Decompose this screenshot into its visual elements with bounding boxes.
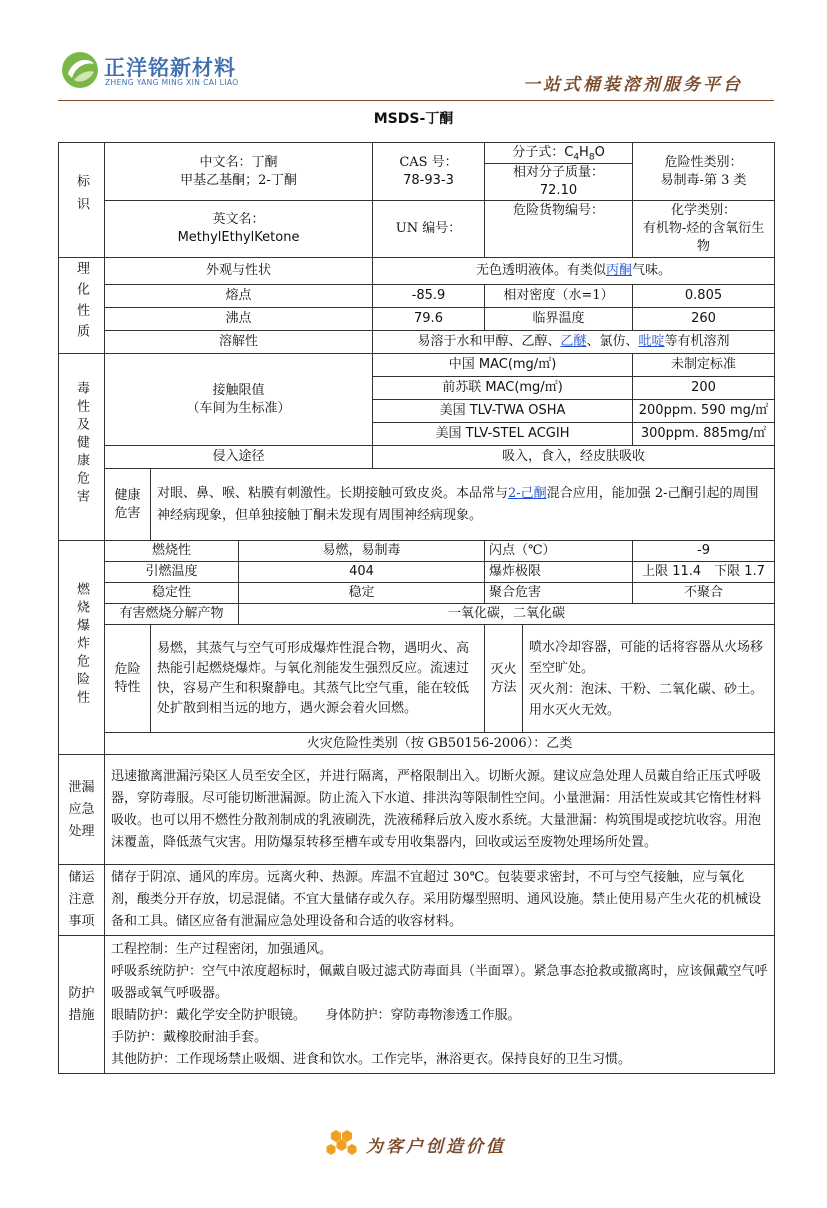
fire-class: 火灾危险性类别（按 GB50156-2006）：乙类 bbox=[105, 733, 775, 755]
ignition-temp-value: 404 bbox=[239, 562, 485, 583]
company-name: 正洋铭新材料 bbox=[104, 56, 236, 80]
decomposition-label: 有害燃烧分解产物 bbox=[105, 604, 239, 625]
protection-respiratory: 呼吸系统防护：空气中浓度超标时，佩戴自吸过滤式防毒面具（半面罩）。紧急事态抢救或撤离时，应该佩戴空气呼吸器或氧气呼吸器。 bbox=[111, 963, 768, 1001]
exposure-limit-cell bbox=[105, 354, 373, 446]
chemical-category-cell bbox=[633, 201, 775, 258]
exposure-limit-label: 接触限值 bbox=[212, 382, 265, 398]
limit-row-label: 中国 MAC(mg/㎡) bbox=[373, 354, 633, 377]
flash-point-value: -9 bbox=[633, 541, 775, 562]
chemical-category-label: 化学类别： bbox=[671, 203, 737, 218]
leak-text: 迅速撤离泄漏污染区人员至安全区，并进行隔离，严格限制出入。切断火源。建议应急处理人员戴自给正压式呼吸器，穿防毒服。尽可能切断泄漏源。防止流入下水道、排洪沟等限制性空间。小量泄漏：用活性炭或其它惰性材料吸收。也可以用不燃性分散剂制成的乳液刷洗，洗液稀释后放入废水系统。大量泄漏：构筑围堤或挖坑收容。用泡沫覆盖，降低蒸气灾害。用防爆泵转移至槽车或专用收集器内，回收或运至废物处理场所处置。 bbox=[105, 755, 775, 865]
protection-text bbox=[105, 936, 775, 1074]
section-storage-label: 储运注意事项 bbox=[59, 865, 105, 936]
intake-route-label: 侵入途径 bbox=[105, 446, 373, 469]
density-value: 0.805 bbox=[633, 285, 775, 308]
cas-cell bbox=[373, 143, 485, 201]
section-toxicity-label: 毒性及健康危害 bbox=[59, 354, 105, 541]
limit-row-value: 未制定标准 bbox=[633, 354, 775, 377]
solubility-value: 易溶于水和甲醇、乙醇、乙醚、氯仿、吡啶等有机溶剂 bbox=[373, 331, 775, 354]
dangerous-goods-cell bbox=[485, 201, 633, 258]
page-header bbox=[0, 0, 827, 110]
protection-other: 其他防护：工作现场禁止吸烟、进食和饮水。工作完毕，淋浴更衣。保持良好的卫生习惯。 bbox=[111, 1051, 632, 1067]
acetone-link[interactable]: 丙酮 bbox=[606, 263, 633, 278]
health-hazard-text: 对眼、鼻、喉、粘膜有刺激性。长期接触可致皮炎。本品常与2-己酮混合应用，能加强 2-己酮引起的周围神经病现象，但单独接触丁酮未发现有周围神经病现象。 bbox=[151, 469, 775, 541]
english-name-value: MethylEthylKetone bbox=[177, 230, 300, 245]
protection-engineering: 工程控制：生产过程密闭，加强通风。 bbox=[111, 941, 333, 957]
extinguish-text bbox=[523, 625, 775, 733]
limit-row-label: 前苏联 MAC(mg/㎡) bbox=[373, 377, 633, 400]
molecular-weight-label: 相对分子质量： bbox=[513, 165, 605, 180]
english-name-label: 英文名： bbox=[212, 212, 265, 227]
critical-temp-label: 临界温度 bbox=[485, 308, 633, 331]
extinguish-label: 灭火方法 bbox=[485, 625, 523, 733]
chinese-alias: 甲基乙基酮；2-丁酮 bbox=[180, 172, 297, 188]
polymerization-label: 聚合危害 bbox=[485, 583, 633, 604]
danger-properties-text: 易燃，其蒸气与空气可形成爆炸性混合物，遇明火、高热能引起燃烧爆炸。与氧化剂能发生强烈反应。流速过快，容易产生和积聚静电。其蒸气比空气重，能在较低处扩散到相当远的地方，遇火源会着火回燃。 bbox=[151, 625, 485, 733]
msds-table bbox=[58, 142, 775, 1074]
chinese-name: 中文名：丁酮 bbox=[199, 154, 278, 170]
header-divider bbox=[58, 100, 774, 101]
footer-tagline: 为客户创造价值 bbox=[366, 1137, 506, 1157]
polymerization-value: 不聚合 bbox=[633, 583, 775, 604]
section-protection-label: 防护措施 bbox=[59, 936, 105, 1074]
flash-point-label: 闪点（℃） bbox=[485, 541, 633, 562]
explosion-limit-label: 爆炸极限 bbox=[485, 562, 633, 583]
combustibility-label: 燃烧性 bbox=[105, 541, 239, 562]
intake-route-value: 吸入，食入，经皮肤吸收 bbox=[373, 446, 775, 469]
critical-temp-value: 260 bbox=[633, 308, 775, 331]
storage-text: 储存于阴凉、通风的库房。远离火种、热源。库温不宜超过 30℃。包装要求密封，不可与空气接触，应与氧化剂，酸类分开存放，切忌混储。不宜大量储存或久存。采用防爆型照明、通风设施。禁止使用易产生火花的机械设备和工具。储区应备有泄漏应急处理设备和合适的收容材料。 bbox=[105, 865, 775, 936]
un-number-cell bbox=[373, 201, 485, 258]
extinguish-method: 喷水冷却容器，可能的话将容器从火场移至空旷处。 bbox=[529, 639, 764, 676]
limit-row-value: 200 bbox=[633, 377, 775, 400]
hexanone-link[interactable]: 2-己酮 bbox=[508, 485, 547, 501]
health-hazard-label: 健康危害 bbox=[105, 469, 151, 541]
stability-label: 稳定性 bbox=[105, 583, 239, 604]
extinguish-agents: 灭火剂：泡沫、干粉、二氧化碳、砂土。用水灭火无效。 bbox=[529, 681, 764, 718]
limit-row-value: 200ppm. 590 mg/㎡ bbox=[633, 400, 775, 423]
melting-point-label: 熔点 bbox=[105, 285, 373, 308]
header-slogan: 一站式桶装溶剂服务平台 bbox=[523, 75, 743, 95]
danger-properties-label: 危险特性 bbox=[105, 625, 151, 733]
section-fire-label: 燃烧爆炸危险性 bbox=[59, 541, 105, 755]
cas-value: 78-93-3 bbox=[403, 172, 454, 188]
page-title: MSDS-丁酮 bbox=[373, 111, 454, 127]
formula-cell bbox=[485, 143, 633, 201]
section-physchem-label: 理化性质 bbox=[59, 258, 105, 354]
formula: 分子式：$C_4H_8O$ bbox=[485, 143, 632, 164]
hazard-category-value: 易制毒-第 3 类 bbox=[660, 172, 747, 188]
melting-point-value: -85.9 bbox=[373, 285, 485, 308]
stability-value: 稳定 bbox=[239, 583, 485, 604]
limit-row-value: 300ppm. 885mg/㎡ bbox=[633, 423, 775, 446]
protection-hand: 手防护：戴橡胶耐油手套。 bbox=[111, 1029, 268, 1045]
boiling-point-label: 沸点 bbox=[105, 308, 373, 331]
hazard-category-cell bbox=[633, 143, 775, 201]
boiling-point-value: 79.6 bbox=[373, 308, 485, 331]
cas-label: CAS 号： bbox=[399, 154, 458, 170]
exposure-limit-note: （车间为生标准） bbox=[186, 400, 291, 416]
density-label: 相对密度（水=1） bbox=[485, 285, 633, 308]
dangerous-goods-label: 危险货物编号： bbox=[513, 203, 605, 218]
limit-row-label: 美国 TLV-STEL ACGIH bbox=[373, 423, 633, 446]
chemical-category-value: 有机物-烃的含氧衍生物 bbox=[642, 221, 765, 254]
decomposition-value: 一氧化碳，二氧化碳 bbox=[239, 604, 775, 625]
hazard-category-label: 危险性类别： bbox=[664, 154, 743, 170]
ignition-temp-label: 引燃温度 bbox=[105, 562, 239, 583]
section-identity-label: 标识 bbox=[59, 143, 105, 258]
molecular-weight-value: 72.10 bbox=[539, 183, 578, 198]
appearance-value: 无色透明液体。有类似丙酮气味。 bbox=[373, 258, 775, 285]
ether-link[interactable]: 乙醚 bbox=[560, 334, 587, 349]
section-leak-label: 泄漏应急处理 bbox=[59, 755, 105, 865]
limit-row-label: 美国 TLV-TWA OSHA bbox=[373, 400, 633, 423]
combustibility-value: 易燃，易制毒 bbox=[239, 541, 485, 562]
un-number-label: UN 编号： bbox=[395, 221, 462, 236]
english-name-cell bbox=[105, 201, 373, 258]
company-name-pinyin: ZHENG YANG MING XIN CAI LIAO bbox=[105, 78, 239, 87]
company-logo-icon bbox=[60, 50, 100, 90]
chinese-name-cell bbox=[105, 143, 373, 201]
pyridine-link[interactable]: 吡啶 bbox=[638, 334, 665, 349]
appearance-label: 外观与性状 bbox=[105, 258, 373, 285]
solubility-label: 溶解性 bbox=[105, 331, 373, 354]
honeycomb-icon bbox=[326, 1128, 360, 1158]
explosion-limit-value: 上限 11.4 下限 1.7 bbox=[633, 562, 775, 583]
protection-eye-body: 眼睛防护：戴化学安全防护眼镜。 身体防护：穿防毒物渗透工作服。 bbox=[111, 1007, 521, 1023]
